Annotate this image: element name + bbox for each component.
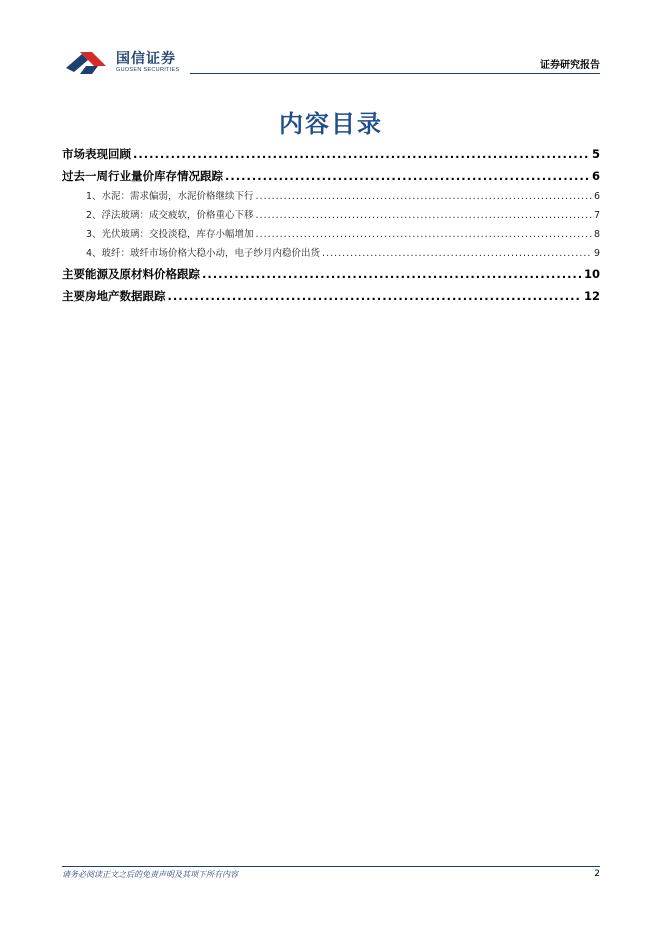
toc-dot-leader (225, 165, 590, 187)
table-of-contents (62, 143, 600, 307)
report-type-label: 证券研究报告 (540, 60, 600, 71)
toc-entry-text: 2、浮法玻璃：成交疲软，价格重心下移 (86, 210, 254, 221)
toc-entry-page: 7 (593, 210, 600, 221)
toc-entry-page: 6 (593, 191, 600, 202)
toc-entry-float-glass[interactable] (62, 206, 600, 225)
toc-entry-weekly-tracking[interactable] (62, 165, 600, 187)
toc-entry-text: 4、玻纤：玻纤市场价格大稳小动，电子纱月内稳价出货 (86, 248, 321, 259)
toc-dot-leader (256, 225, 592, 244)
toc-title: 内容目录 (279, 110, 383, 138)
page-number: 2 (594, 869, 600, 879)
toc-entry-fiberglass[interactable] (62, 244, 600, 263)
toc-entry-text: 市场表现回顾 (62, 147, 131, 161)
toc-entry-page: 5 (591, 147, 600, 161)
toc-dot-leader (256, 206, 592, 225)
toc-entry-market-review[interactable] (62, 143, 600, 165)
toc-entry-cement[interactable] (62, 187, 600, 206)
logo-english-name: GUOSEN SECURITIES (116, 67, 180, 73)
toc-entry-page: 12 (583, 289, 600, 303)
toc-dot-leader (322, 244, 592, 263)
toc-entry-page: 8 (593, 229, 600, 240)
toc-dot-leader (256, 187, 592, 206)
header-divider (190, 73, 600, 74)
toc-dot-leader (168, 285, 582, 307)
toc-entry-page: 10 (583, 267, 600, 281)
company-logo (62, 46, 192, 78)
toc-entry-pv-glass[interactable] (62, 225, 600, 244)
footer-disclaimer: 请务必阅读正文之后的免责声明及其项下所有内容 (62, 870, 238, 879)
toc-entry-text: 主要房地产数据跟踪 (62, 289, 166, 303)
toc-entry-text: 过去一周行业量价库存情况跟踪 (62, 169, 223, 183)
toc-dot-leader (202, 263, 582, 285)
toc-entry-text: 主要能源及原材料价格跟踪 (62, 267, 200, 281)
footer-divider (62, 866, 600, 867)
toc-entry-page: 9 (593, 248, 600, 259)
toc-entry-text: 1、水泥：需求偏弱，水泥价格继续下行 (86, 191, 254, 202)
guosen-logo-icon (62, 48, 110, 76)
toc-dot-leader (133, 143, 590, 165)
toc-entry-text: 3、光伏玻璃：交投淡稳，库存小幅增加 (86, 229, 254, 240)
logo-chinese-name: 国信证券 (116, 51, 176, 67)
toc-entry-real-estate[interactable] (62, 285, 600, 307)
toc-entry-page: 6 (591, 169, 600, 183)
toc-entry-energy-materials[interactable] (62, 263, 600, 285)
